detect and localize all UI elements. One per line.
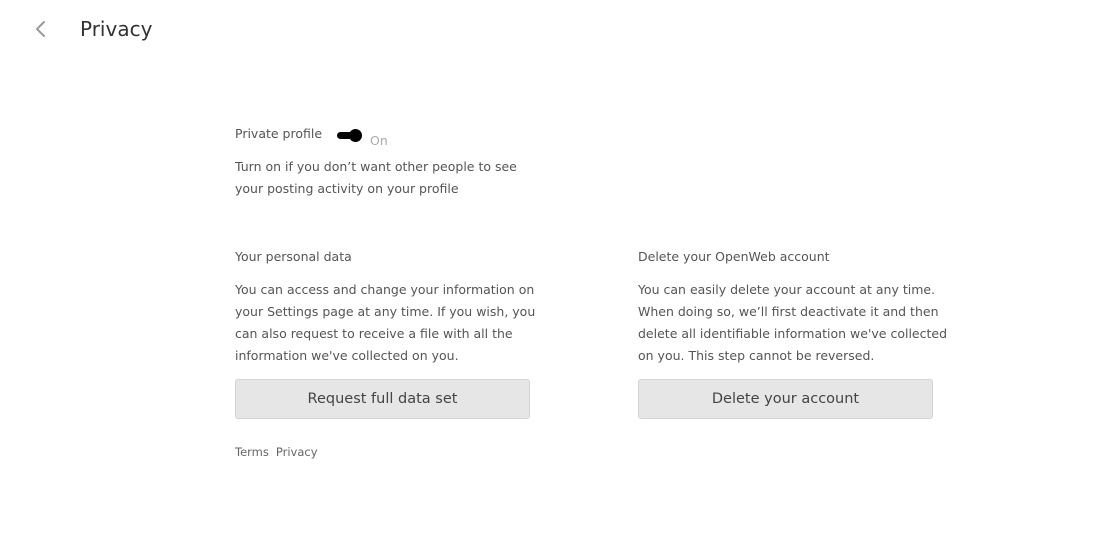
private-profile-description-line-2: your posting activity on your profile bbox=[235, 181, 459, 196]
privacy-link[interactable]: Privacy bbox=[275, 445, 318, 459]
toggle-state-label: On bbox=[370, 133, 388, 148]
page-title: Privacy bbox=[80, 17, 153, 41]
private-profile-label: Private profile bbox=[235, 126, 323, 141]
private-profile-toggle[interactable] bbox=[337, 128, 363, 142]
personal-data-description-line-4: information we've collected on you. bbox=[235, 348, 459, 363]
chevron-left-icon bbox=[34, 19, 48, 39]
page-header bbox=[0, 0, 1103, 58]
delete-account-description-line-3: delete all identifiable information we've collected bbox=[638, 326, 948, 341]
back-button[interactable] bbox=[28, 16, 54, 42]
delete-account-description-line-2: When doing so, we’ll first deactivate it and then bbox=[638, 304, 939, 319]
personal-data-description-line-2: your Settings page at any time. If you wish, you bbox=[235, 304, 536, 319]
delete-account-description-line-4: on you. This step cannot be reversed. bbox=[638, 348, 875, 363]
request-data-button[interactable]: Request full data set bbox=[235, 379, 530, 419]
private-profile-description-line-1: Turn on if you don’t want other people to see bbox=[235, 159, 517, 174]
personal-data-description-line-1: You can access and change your information on bbox=[235, 282, 535, 297]
delete-account-description-line-1: You can easily delete your account at any time. bbox=[638, 282, 936, 297]
terms-link[interactable]: Terms bbox=[235, 445, 269, 459]
personal-data-description-line-3: can also request to receive a file with all the bbox=[235, 326, 513, 341]
footer-links bbox=[235, 444, 325, 460]
delete-account-button[interactable]: Delete your account bbox=[638, 379, 933, 419]
delete-account-heading: Delete your OpenWeb account bbox=[638, 249, 830, 264]
toggle-knob bbox=[349, 129, 362, 142]
personal-data-heading: Your personal data bbox=[235, 249, 352, 264]
